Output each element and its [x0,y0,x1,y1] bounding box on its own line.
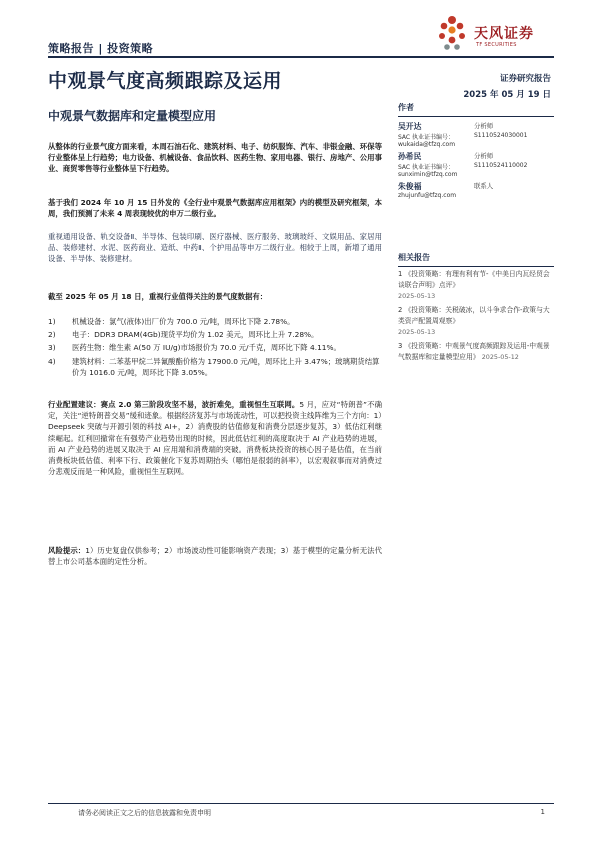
author-sac-label: SAC 执业证书编号： [398,164,455,171]
framework-paragraph: 基于我们 2024 年 10 月 15 日外发的《全行业中观景气数据库应用框架》内的模型及研究框架，本周，我们预测了未来 4 周表现较优的申万二级行业。 [48,198,382,219]
logo-mark-icon [436,14,472,54]
author-role: 联系人 [474,182,494,190]
summary-paragraph: 从整体的行业景气度方面来看，本周石油石化、建筑材料、电子、纺织服饰、汽车、非银金融、环保等行业整体呈上行趋势；电力设备、机械设备、食品饮料、医药生物、家用电器、银行、房地产、公用事业、商贸零售等行业整体呈下行趋势。 [48,142,382,174]
author-sac-number: S1110524110002 [474,162,528,169]
related-report-date: 2025-05-13 [398,328,436,336]
related-report-date: 2025-05-12 [481,353,519,361]
related-report-item[interactable] [398,341,554,363]
list-item-number: 1) [48,317,56,326]
related-report-title[interactable]: 3 《投资策略：中观景气度高频跟踪及运用-中观景气数据库和定量模型应用》 [398,342,550,361]
header-rule [48,56,554,58]
page-title: 中观景气度高频跟踪及运用 [48,70,283,92]
author-entry [398,151,554,181]
list-item-number: 4) [48,356,56,366]
data-intro-paragraph: 截至 2025 年 05 月 18 日，重视行业值得关注的景气度数据有： [48,292,268,301]
related-report-date: 2025-05-13 [398,292,436,300]
page-number: 1 [540,808,545,816]
author-entry [398,181,554,205]
related-report-title[interactable]: 2 《投资策略：关税破冰，以斗争求合作-政策与大类资产配置周观察》 [398,306,550,325]
disclaimer-note: 请务必阅读正文之后的信息披露和免责申明 [78,809,211,817]
risk-label: 风险提示： [48,546,86,555]
list-item-number: 3) [48,343,56,353]
report-date: 2025 年 05 月 19 日 [463,90,551,100]
related-heading: 相关报告 [398,252,554,267]
industry-focus-paragraph: 重视通用设备、轨交设备Ⅱ、半导体、包装印刷、医疗器械、医疗服务、玻璃玻纤、文娱用品、家居用品、装修建材、水泥、医药商业、造纸、中药Ⅱ、个护用品等申万二级行业。相较于上周，新增了通用设备、半导体、装修建材。 [48,232,382,264]
risk-text: 1）历史复盘仅供参考；2）市场波动性可能影响资产表现；3）基于模型的定量分析无法代替上市公司基本面的定性分析。 [48,546,382,567]
authors-heading: 作者 [398,102,554,117]
authors-panel [398,102,554,205]
company-logo [436,14,552,54]
author-sac-number: S1110524030001 [474,132,528,139]
risk-paragraph [48,545,382,567]
indicator-list [48,316,382,378]
author-role: 分析师 [474,152,494,160]
list-item [48,316,382,327]
related-reports-panel [398,252,554,363]
list-item-number: 2) [48,330,56,340]
logo-name: 天风证券 [474,26,534,42]
allocation-paragraph [48,399,382,477]
allocation-text: 5 月，应对“特朗普”不确定，关注“逆特朗普交易”缓和迹象。根据经济复苏与市场流动性，可以把投资主线阵维为三个方向：1）Deepseek 突破与开源引领的科技 AI+，2）消费股的估值修复和消费分层逐步复苏，3）低估红利继续崛起。红利回撤常在有强势产业趋势出现的时候，因此低估红利的高度取决于 AI 产业趋势的进展，而 AI 产业趋势的进展又取决于 AI 应用端和消费端的突破。消费板块投资的核心因子是估值，在当前消费板块低估值、利率下行、政策催化下复苏周期抬头（哪怕是很弱的斜率），以宏观叙事而对消费过分悲观反而是一种风险，重视恒生互联网。 [48,400,382,477]
author-role: 分析师 [474,122,494,130]
related-report-title[interactable]: 1 《投资策略：有理有利有节-《中美日内瓦经贸会谈联合声明》点评》 [398,270,550,289]
author-email[interactable]: wukaida@tfzq.com [398,141,456,148]
list-item [48,356,382,378]
report-category: 策略报告 | 投资策略 [48,42,154,55]
author-name: 朱俊福 [398,182,422,191]
list-item [48,342,382,353]
author-name: 孙希民 [398,152,422,161]
list-item [48,329,382,340]
list-item-text: 医药生物：维生素 A(50 万 IU/g)市场报价为 70.0 元/千克，周环比下降 4.11%。 [72,343,341,353]
related-report-item[interactable] [398,305,554,338]
page-subtitle: 中观景气数据库和定量模型应用 [48,109,217,123]
related-report-item[interactable] [398,269,554,302]
author-email[interactable]: sunximin@tfzq.com [398,171,458,178]
footer-rule [48,803,554,804]
author-email[interactable]: zhujunfu@tfzq.com [398,192,457,199]
logo-sub: TF SECURITIES [476,42,517,48]
author-name: 吴开达 [398,122,422,131]
list-item-text: 机械设备：氯气(液体)出厂价为 700.0 元/吨，周环比下降 2.78%。 [72,317,295,326]
author-entry [398,121,554,151]
list-item-text: 电子：DDR3 DRAM(4Gb)现货平均价为 1.02 美元，周环比上升 7.28%。 [72,330,319,340]
report-type: 证券研究报告 [499,74,551,84]
author-sac-label: SAC 执业证书编号： [398,134,455,141]
allocation-heading: 行业配置建议：赛点 2.0 第三阶段攻坚不易，波折难免，重视恒生互联网。 [48,400,300,409]
list-item-text: 建筑材料：二苯基甲烷二异氰酸酯价格为 17900.0 元/吨，周环比上升 3.47%；玻璃期货结算价为 1016.0 元/吨，周环比下降 3.05%。 [72,356,380,377]
